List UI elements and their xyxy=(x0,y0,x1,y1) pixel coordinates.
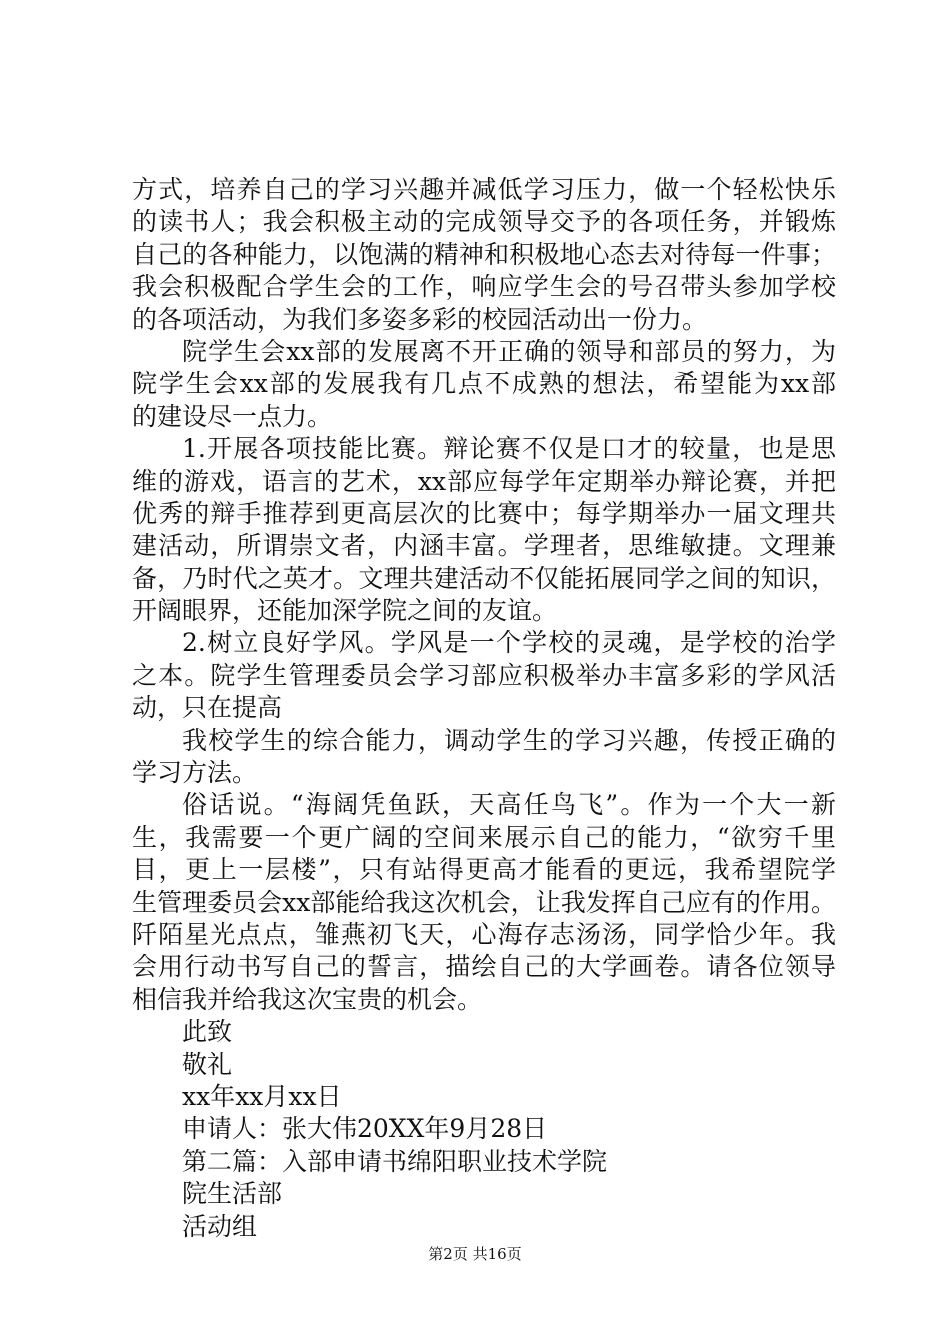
text-line: 建活动，所谓崇文者，内涵丰富。学理者，思维敏捷。文理兼 xyxy=(132,531,836,561)
text-line: 生管理委员会xx部能给我这次机会，让我发挥自己应有的作用。 xyxy=(132,887,836,917)
text-line: 会用行动书写自己的誓言，描绘自己的大学画卷。请各位领导 xyxy=(132,952,836,982)
text-line: 开阔眼界，还能加深学院之间的友谊。 xyxy=(132,596,558,626)
page-number-footer: 第2页 共16页 xyxy=(428,1245,522,1263)
text-line: 我校学生的综合能力，调动学生的学习兴趣，传授正确的 xyxy=(182,725,836,755)
text-line: 目，更上一层楼”，只有站得更高才能看的更远，我希望院学 xyxy=(132,855,836,885)
text-line: 学习方法。 xyxy=(132,758,258,788)
text-line: 生，我需要一个更广阔的空间来展示自己的能力，“欲穷千里 xyxy=(132,822,836,852)
closing-salutation: 此致 xyxy=(182,1017,233,1047)
text-line: 院学生会xx部的发展离不开正确的领导和部员的努力，为 xyxy=(182,336,836,366)
text-line: 2.树立良好学风。学风是一个学校的灵魂，是学校的治学 xyxy=(182,628,836,658)
text-line: 方式，培养自己的学习兴趣并减低学习压力，做一个轻松快乐 xyxy=(132,175,836,204)
text-line: 自己的各种能力，以饱满的精神和积极地心态去对待每一件事； xyxy=(132,239,836,269)
text-line: 的读书人；我会积极主动的完成领导交予的各项任务，并锻炼 xyxy=(132,207,836,237)
text-line: 的各项活动，为我们多姿多彩的校园活动出一份力。 xyxy=(132,304,708,334)
text-line: 我会积极配合学生会的工作，响应学生会的号召带头参加学校 xyxy=(132,272,836,302)
text-line: 备，乃时代之英才。文理共建活动不仅能拓展同学之间的知识， xyxy=(132,563,836,593)
date-line: xx年xx月xx日 xyxy=(182,1081,342,1111)
text-line: 俗话说。“海阔凭鱼跃，天高任鸟飞”。作为一个大一新 xyxy=(182,790,836,820)
text-line: 院学生会xx部的发展我有几点不成熟的想法，希望能为xx部 xyxy=(132,369,836,399)
text-line: 1.开展各项技能比赛。辩论赛不仅是口才的较量，也是思 xyxy=(182,434,836,464)
text-line: 动，只在提高 xyxy=(132,693,283,723)
text-line: 之本。院学生管理委员会学习部应积极举办丰富多彩的学风活 xyxy=(132,660,836,690)
text-line: 的建设尽一点力。 xyxy=(132,401,333,431)
text-line: 优秀的辩手推荐到更高层次的比赛中；每学期举办一届文理共 xyxy=(132,498,836,528)
text-line: 维的游戏，语言的艺术，xx部应每学年定期举办辩论赛，并把 xyxy=(132,466,836,496)
text-line: 相信我并给我这次宝贵的机会。 xyxy=(132,984,483,1014)
group-line: 活动组 xyxy=(182,1211,258,1241)
text-line: 阡陌星光点点，雏燕初飞天，心海存志汤汤，同学恰少年。我 xyxy=(132,919,836,949)
applicant-line: 申请人：张大伟20XX年9月28日 xyxy=(182,1114,548,1144)
closing-regards: 敬礼 xyxy=(182,1049,233,1079)
department-line: 院生活部 xyxy=(182,1179,283,1209)
document-body xyxy=(132,174,836,1243)
section-heading: 第二篇：入部申请书绵阳职业技术学院 xyxy=(182,1146,608,1176)
